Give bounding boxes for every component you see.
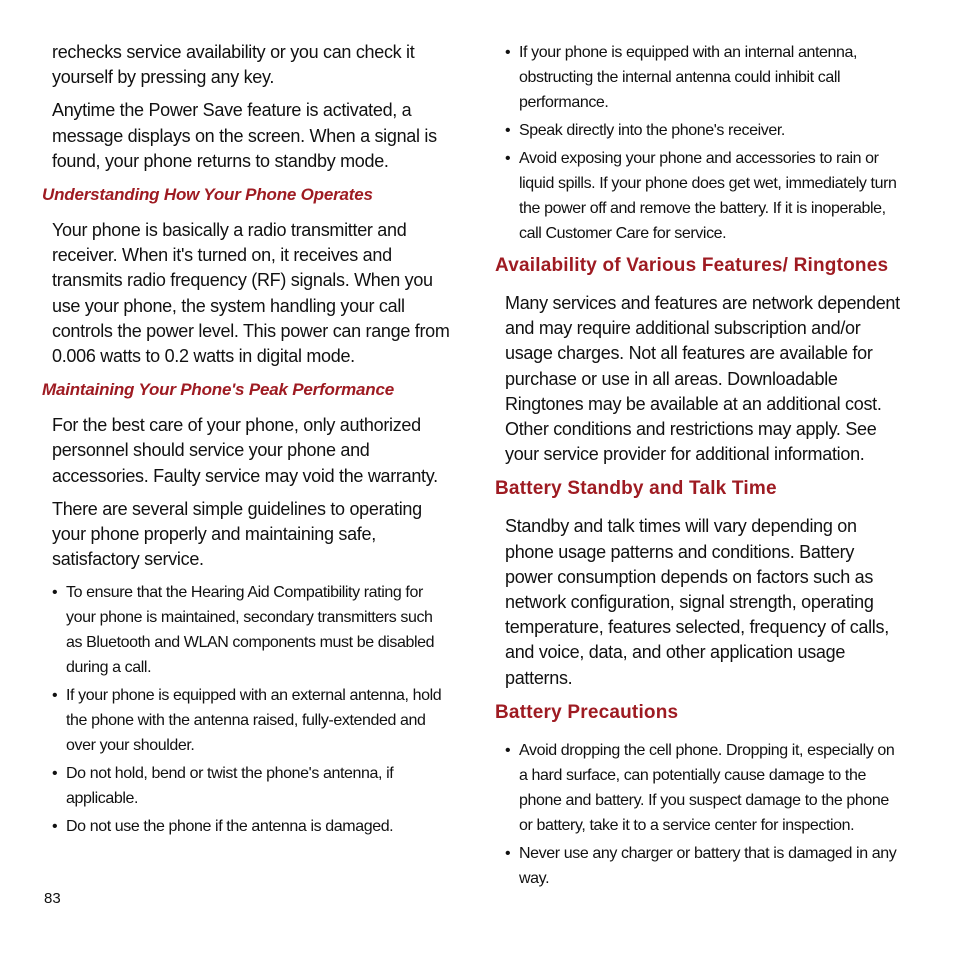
peak-performance-paragraph-1: For the best care of your phone, only authorized personnel should service your phone and accessories. Faulty service may void the warranty. <box>52 415 438 486</box>
list-item: • Avoid exposing your phone and accessories to rain or liquid spills. If your phone does get wet, immediately turn the power off and remove the battery. If it is inoperable, call Customer Care for service. <box>505 146 905 246</box>
phone-operates-paragraph: Your phone is basically a radio transmitter and receiver. When it's turned on, it receives and transmits radio frequency (RF) signals. When you use your phone, the system handling your call controls the power level. This power can range from 0.006 watts to 0.2 watts in digital mode. <box>52 220 450 367</box>
section-heading-standby-talk-time: Battery Standby and Talk Time <box>495 478 777 500</box>
list-item: • Avoid dropping the cell phone. Dropping it, especially on a hard surface, can potentially cause damage to the phone and battery. If you suspect damage to the phone or battery, take it to a service center for inspection. <box>505 738 905 838</box>
intro-paragraph-2: Anytime the Power Save feature is activated, a message displays on the screen. When a signal is found, your phone returns to standby mode. <box>52 100 437 171</box>
section-heading-availability: Availability of Various Features/ Ringtones <box>495 255 889 276</box>
intro-paragraph-1: rechecks service availability or you can check it yourself by pressing any key. <box>52 42 415 88</box>
list-item: • To ensure that the Hearing Aid Compatibility rating for your phone is maintained, secondary transmitters such as Bluetooth and WLAN components must be disabled during a call. <box>52 580 452 680</box>
list-item: • Do not use the phone if the antenna is damaged. <box>52 814 452 839</box>
peak-performance-paragraph-2: There are several simple guidelines to operating your phone properly and maintaining safe, satisfactory service. <box>52 498 422 570</box>
list-item: • Never use any charger or battery that is damaged in any way. <box>505 841 905 891</box>
battery-precautions-bullet-list <box>505 738 905 891</box>
page-number: 83 <box>44 890 61 907</box>
standby-paragraph: Standby and talk times will vary depending on phone usage patterns and conditions. Battery power consumption depends on factors such as network configuration, signal strength, operating temperature, features selected, frequency of calls, and voice, data, and other application usage patterns. <box>505 516 889 688</box>
list-item: • Speak directly into the phone's receiver. <box>505 118 905 143</box>
peak-performance-bullet-list <box>52 580 452 839</box>
list-item: • If your phone is equipped with an external antenna, hold the phone with the antenna raised, fully-extended and over your shoulder. <box>52 683 452 758</box>
section-heading-peak-performance: Maintaining Your Phone's Peak Performance <box>42 380 394 400</box>
list-item: • Do not hold, bend or twist the phone's antenna, if applicable. <box>52 761 452 811</box>
availability-paragraph: Many services and features are network dependent and may require additional subscription and/or usage charges. Not all features are available for purchase or use in all areas. Downloadable Ringtones may be available at an additional cost. Other conditions and restrictions may apply. See your service provider for additional information. <box>505 293 900 465</box>
list-item: • If your phone is equipped with an internal antenna, obstructing the internal antenna could inhibit call performance. <box>505 40 905 115</box>
section-heading-phone-operates: Understanding How Your Phone Operates <box>42 185 373 205</box>
antenna-bullet-list <box>505 40 905 246</box>
section-heading-battery-precautions: Battery Precautions <box>495 701 679 723</box>
left-column <box>42 40 452 842</box>
right-column <box>495 40 905 894</box>
